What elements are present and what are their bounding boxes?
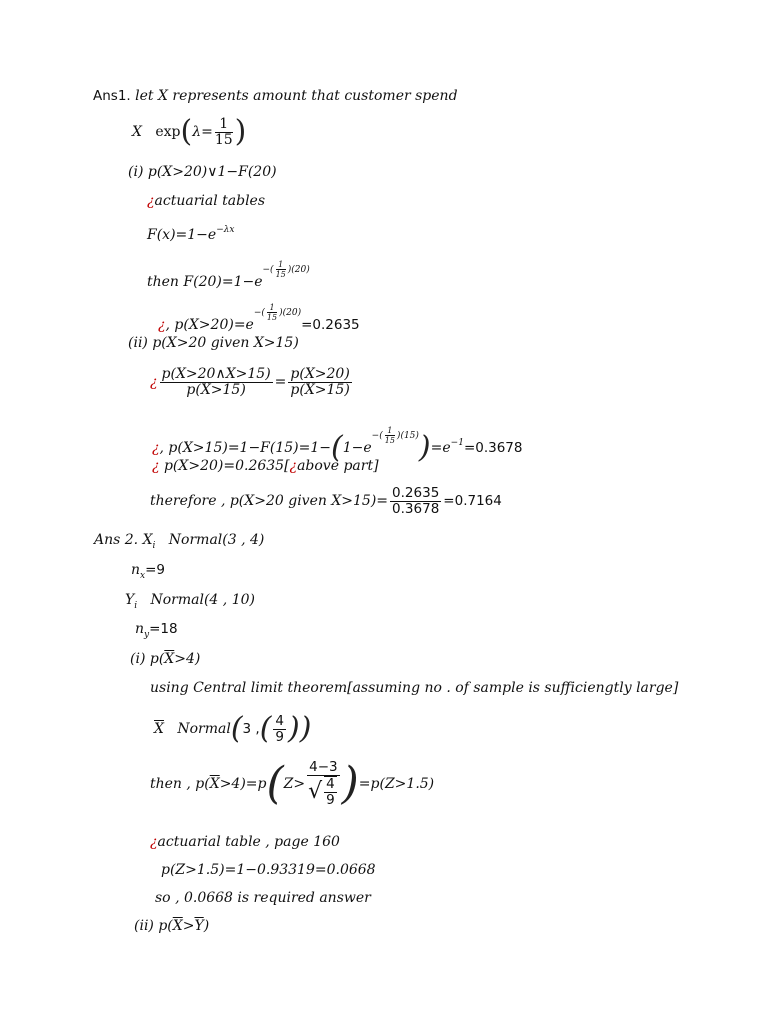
conditional-formula: ¿ $\frac{p(X>20\wedge X>15)}{p(X>15)}$ = $\frac{p(X>20)}{p(X>15)}$ bbox=[150, 365, 350, 398]
yi-line bbox=[125, 592, 255, 614]
then-z-line: then , $p(\overline{X}>4)=p(Z>$ 4−3 √ $\frac{4}{9}$ )=p(Z>1.5) bbox=[150, 758, 435, 809]
p20-text-2: above part] bbox=[297, 458, 379, 474]
yi: Y bbox=[125, 592, 135, 608]
part-i-xbar: $\overline{X}$ bbox=[164, 651, 175, 667]
res1-rhs: =0.2635 bbox=[301, 317, 360, 333]
ny: n bbox=[135, 621, 145, 637]
p15-lhs: , p(X>15)=1−F(15)=1− bbox=[159, 440, 332, 456]
then-exp-den: 15 bbox=[275, 270, 286, 279]
then-lhs: then F(20)=1−e bbox=[147, 274, 263, 290]
p15-derivation: ¿, $p(X>15)=1-F(15)=1-(1-e^{-( \frac{1}{15} )(15)})=e^{-1}=0.3678$ bbox=[152, 426, 523, 465]
ans1-part-i: (i) p(X>20)∨1−F(20) bbox=[128, 164, 277, 180]
part-ii-gt: > bbox=[182, 918, 195, 934]
cond-num-2: p(X>20) bbox=[290, 365, 350, 382]
inverted-question-mark: ¿ bbox=[289, 458, 298, 474]
dist-name: exp bbox=[155, 124, 181, 140]
then-xbar: $\overline{X}$ bbox=[209, 776, 220, 792]
then-rhs: =p(Z>1.5) bbox=[358, 776, 435, 792]
table-ref-line bbox=[150, 834, 340, 850]
xbar-dist: Normal bbox=[177, 721, 231, 737]
p20-reference bbox=[152, 458, 379, 474]
part-i-post: >4) bbox=[174, 651, 201, 667]
p15-exp-post: (15) bbox=[400, 431, 419, 441]
then-exp-post: (20) bbox=[291, 265, 310, 275]
nx-sub: x bbox=[140, 571, 146, 581]
therefore-line bbox=[150, 483, 502, 519]
then-mid: >4)=p bbox=[219, 776, 267, 792]
ny-line bbox=[135, 621, 178, 643]
res1-exponent: −( 1 15 )(20) bbox=[253, 303, 302, 322]
p15-exp-num: 1 bbox=[385, 426, 395, 436]
p15-rhs-a: =e bbox=[430, 440, 451, 456]
then-exponent: −( 1 15 )(20) bbox=[262, 260, 310, 279]
ans1-part-ii: (ii) p(X>20 given X>15) bbox=[128, 335, 299, 351]
part-i-pre: (i) p( bbox=[130, 651, 165, 667]
nx-val: =9 bbox=[145, 562, 166, 578]
cdf-lhs: F(x)=1−e bbox=[147, 227, 217, 243]
sqrt-num: 4 bbox=[326, 776, 335, 792]
ans1-label: Ans1. bbox=[93, 88, 131, 104]
inverted-question-mark: ¿ bbox=[150, 834, 158, 850]
xi-sub: i bbox=[152, 541, 156, 551]
xbar-distribution: $\overline{X}$ Normal(3 ,( $\frac{4}{9}$ )) bbox=[154, 711, 312, 746]
cond-fraction-1 bbox=[160, 367, 273, 398]
inverted-question-mark: ¿ bbox=[147, 193, 155, 209]
p15-rhs-b: =0.3678 bbox=[463, 440, 523, 456]
xbar-var-num: 4 bbox=[275, 712, 285, 729]
lambda-eq: λ= bbox=[192, 124, 213, 140]
res1-exp-minus: − bbox=[253, 308, 262, 318]
therefore-den: 0.3678 bbox=[392, 500, 440, 517]
actuarial-tables-line bbox=[147, 193, 265, 209]
part-ii-ybar: $\overline{Y}$ bbox=[194, 918, 204, 934]
lambda-fraction bbox=[215, 117, 233, 148]
res1-lhs: , p(X>20)=e bbox=[165, 317, 254, 333]
so-line: so , 0.0668 is required answer bbox=[155, 890, 371, 906]
ans1-distribution: X exp(λ= $\frac{1}{15}$ ) bbox=[132, 114, 247, 149]
inverted-question-mark: ¿ bbox=[152, 458, 160, 474]
nx-line bbox=[131, 562, 165, 584]
ans2-heading bbox=[94, 532, 264, 554]
then-f20 bbox=[147, 252, 310, 300]
then-exp-minus: − bbox=[262, 265, 271, 275]
ny-sub: y bbox=[144, 630, 150, 640]
yi-sub: i bbox=[134, 601, 138, 611]
p15-rhs-exp: −1 bbox=[450, 438, 464, 448]
inverted-question-mark: ¿ bbox=[150, 374, 158, 390]
ans2-label: Ans 2. bbox=[94, 532, 139, 548]
clt-line: using Central limit theorem[assuming no . of sample is sufficiengtly large] bbox=[150, 680, 679, 696]
part-ii-pre: (ii) p( bbox=[134, 918, 173, 934]
lambda-den: 15 bbox=[214, 131, 233, 148]
res1-exp-den: 15 bbox=[266, 313, 278, 322]
z-num: 4−3 bbox=[309, 759, 338, 775]
ans2-part-ii bbox=[134, 918, 209, 934]
inverted-question-mark: ¿ bbox=[158, 317, 166, 333]
yi-dist: Normal(4 , 10) bbox=[150, 592, 255, 608]
xbar-variance bbox=[273, 714, 286, 745]
lambda-num: 1 bbox=[215, 117, 233, 133]
cdf-exponent: −λx bbox=[216, 225, 235, 235]
ans2-part-i bbox=[130, 651, 200, 667]
sqrt-den: 9 bbox=[326, 792, 335, 808]
inverted-question-mark: ¿ bbox=[152, 440, 160, 456]
ny-val: =18 bbox=[149, 621, 178, 637]
part-ii-xbar: $\overline{X}$ bbox=[172, 918, 183, 934]
p15-exponent: −( 1 15 )(15) bbox=[371, 426, 419, 445]
dist-var: X bbox=[132, 124, 142, 140]
p15-inner: 1−e bbox=[342, 440, 372, 456]
cond-den-1: p(X>15) bbox=[186, 381, 246, 398]
res1-exp-post: (20) bbox=[282, 308, 302, 318]
z-fraction: 4−3 √ $\frac{4}{9}$ bbox=[308, 759, 338, 808]
therefore-fraction bbox=[390, 486, 441, 517]
pz-line: p(Z>1.5)=1−0.93319=0.0668 bbox=[161, 862, 376, 878]
then-pre: then , p( bbox=[150, 776, 210, 792]
therefore-num: 0.2635 bbox=[392, 484, 440, 501]
cond-den-2: p(X>15) bbox=[290, 381, 350, 398]
p15-exp-minus: − bbox=[371, 431, 380, 441]
then-z: Z> bbox=[283, 776, 306, 792]
ans1-heading bbox=[93, 88, 458, 104]
cdf-formula bbox=[147, 222, 235, 243]
p15-exp-den: 15 bbox=[384, 436, 395, 445]
res1-exp-num: 1 bbox=[267, 303, 277, 313]
p20-text: p(X>20)=0.2635[ bbox=[163, 458, 290, 474]
actuarial-tables-text: actuarial tables bbox=[154, 193, 266, 209]
therefore-result: =0.7164 bbox=[443, 493, 502, 509]
therefore-text: therefore , p(X>20 given X>15)= bbox=[150, 493, 389, 509]
xbar-var-den: 9 bbox=[275, 728, 285, 745]
then-exp-num: 1 bbox=[276, 260, 286, 270]
xi-dist: Normal(3 , 4) bbox=[168, 532, 265, 548]
xbar-mean: 3 , bbox=[242, 721, 260, 737]
xbar: $\overline{X}$ bbox=[154, 721, 164, 737]
cond-fraction-2 bbox=[288, 367, 351, 398]
table-text: actuarial table , page 160 bbox=[157, 834, 340, 850]
xi: X bbox=[142, 532, 153, 548]
cond-num-1: p(X>20∧X>15) bbox=[161, 365, 271, 382]
ans1-statement: let X represents amount that customer spend bbox=[135, 88, 458, 104]
part-ii-post: ) bbox=[203, 918, 210, 934]
nx: n bbox=[131, 562, 141, 578]
